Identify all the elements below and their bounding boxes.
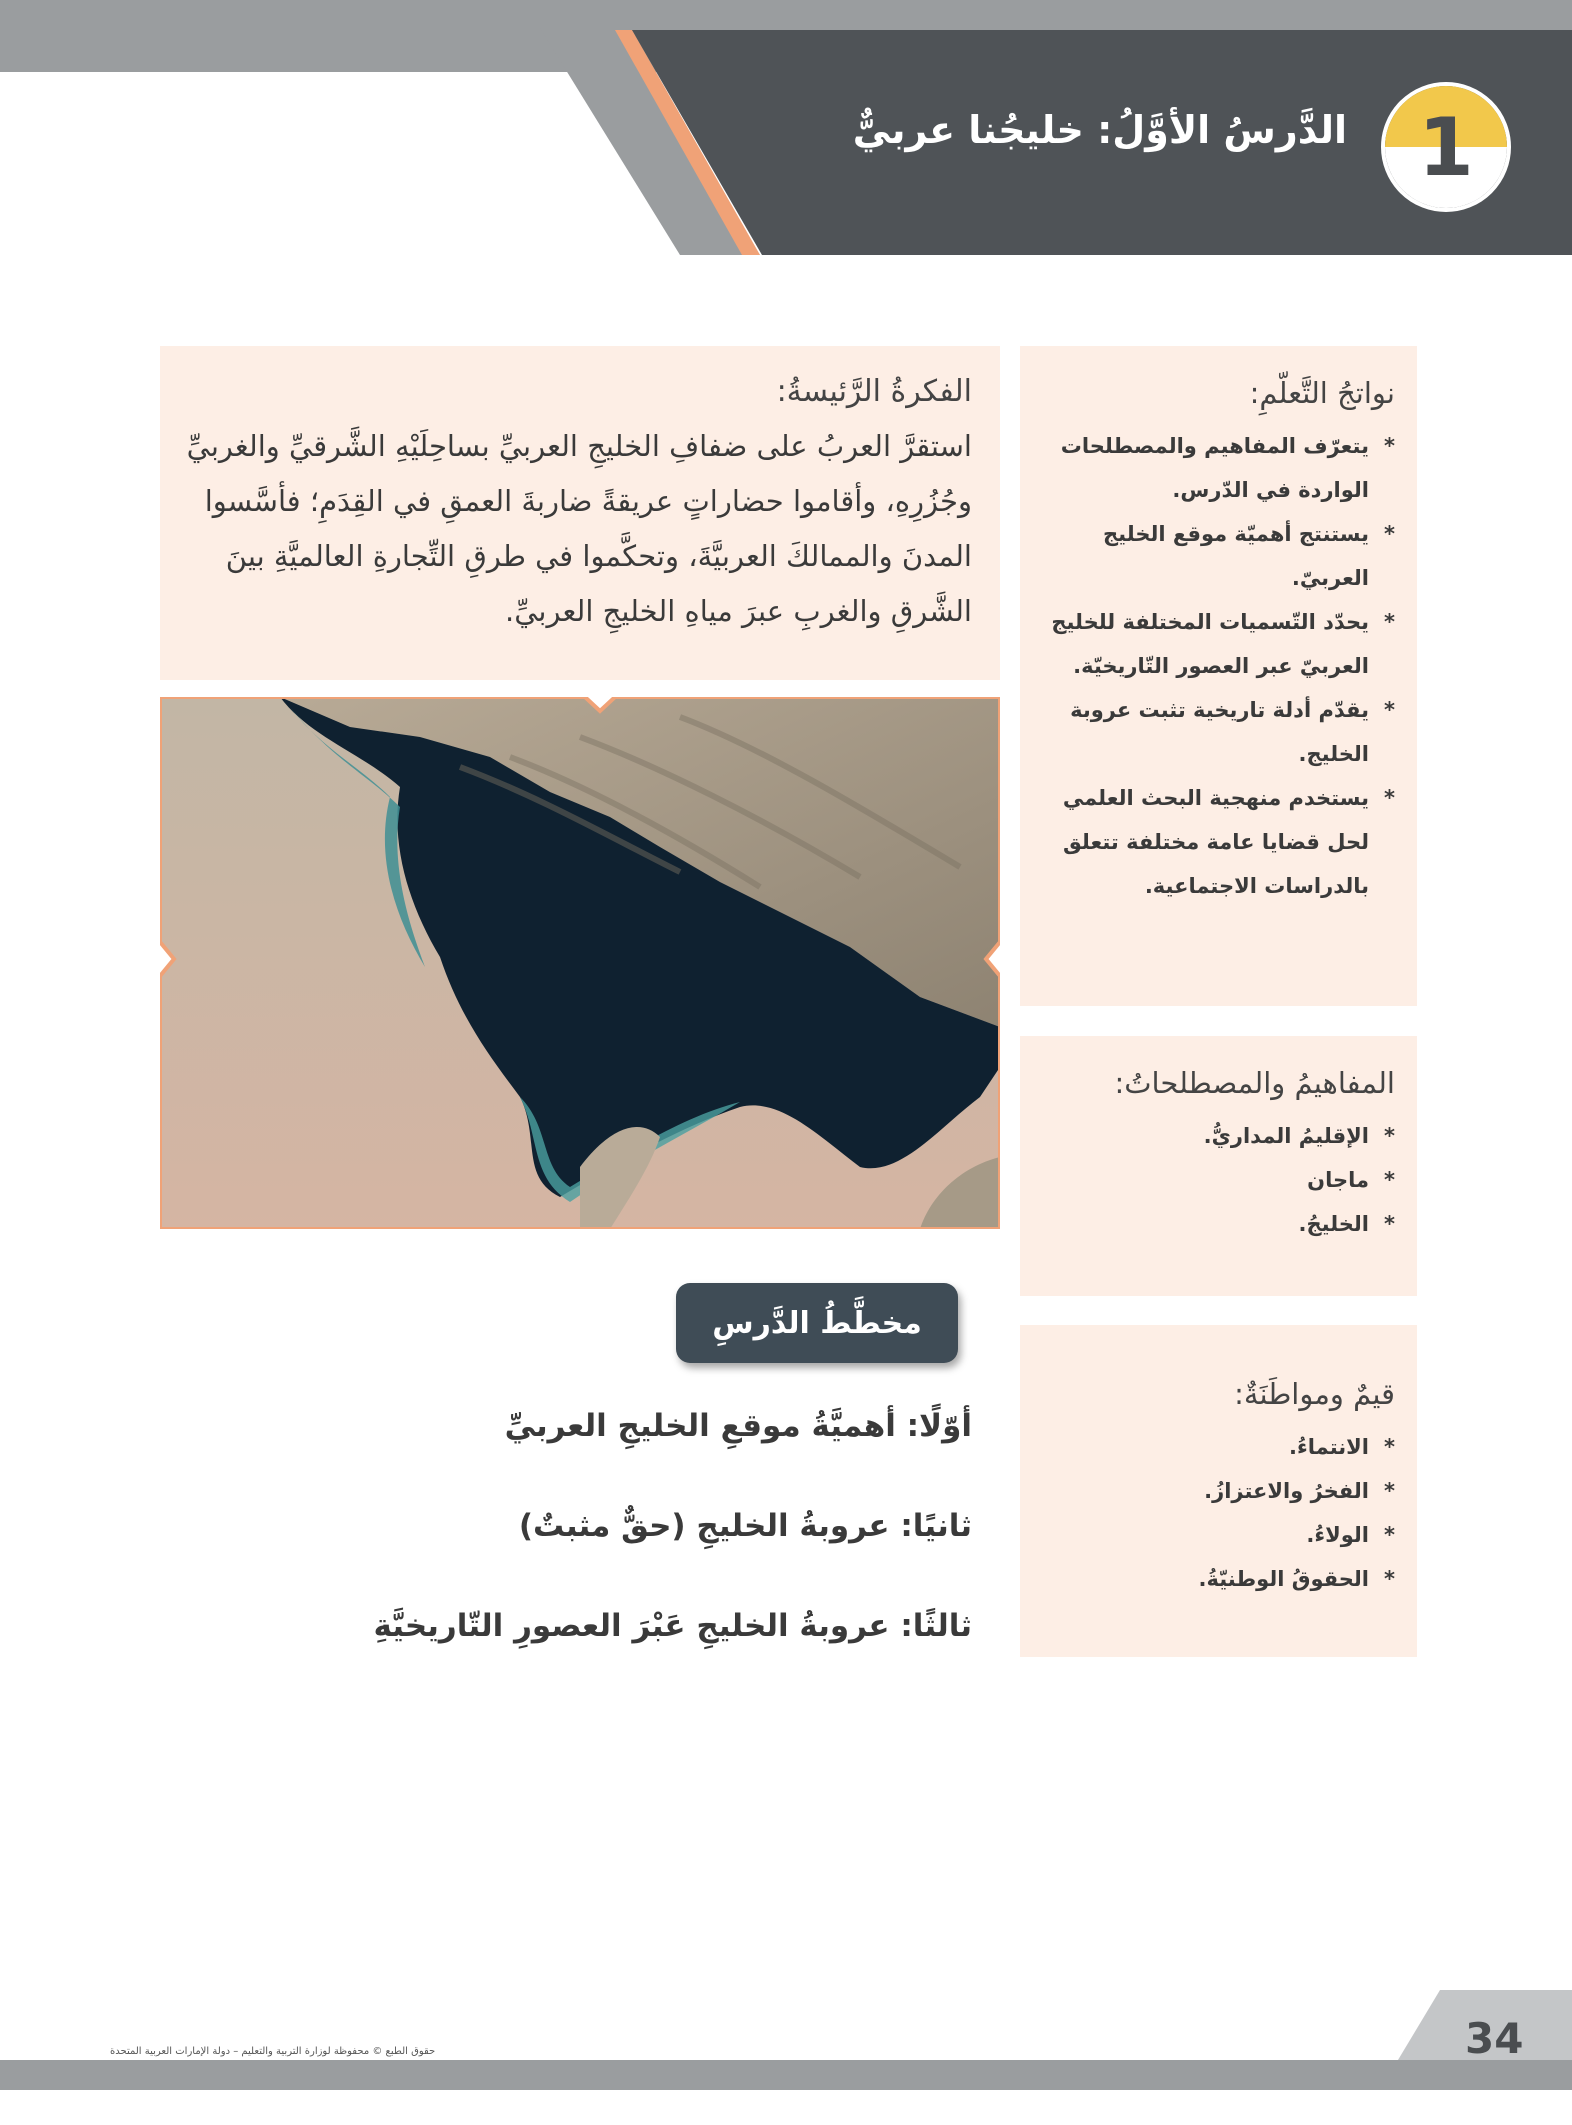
list-item: * الانتماءُ.: [1038, 1425, 1395, 1469]
gulf-satellite-image: [160, 697, 1000, 1229]
main-idea-text: استقرَّ العربُ على ضفافِ الخليجِ العربيِّ بساحِلَيْهِ الشَّرقيِّ والغربيِّ وجُزُرِهِ، وأقاموا حضاراتٍ عريقةً ضاربةَ العمقِ في القِدَمِ؛ فأسَّسوا المدنَ والممالكَ العربيَّةَ، وتحكَّموا في طرقِ التِّجارةِ العالميَّةِ بينَ الشَّرقِ والغربِ عبرَ مياهِ الخليجِ العربيِّ.: [186, 429, 972, 628]
list-item: * يستخدم منهجية البحث العلمي لحل قضايا عامة مختلفة تتعلق بالدراسات الاجتماعية.: [1038, 776, 1395, 908]
list-item: * الحقوقُ الوطنيّةُ.: [1038, 1557, 1395, 1601]
main-idea-box: [160, 346, 1000, 680]
plan-item-1: أوّلًا: أهميَّةُ موقعِ الخليجِ العربيِّ: [504, 1408, 972, 1444]
list-item: * يستنتج أهميّة موقع الخليج العربيّ.: [1038, 512, 1395, 600]
list-item: * الإقليمُ المداريُّ.: [1038, 1114, 1395, 1158]
page-number: 34: [1465, 2014, 1524, 2063]
concepts-box: [1020, 1036, 1417, 1296]
values-box: [1020, 1325, 1417, 1657]
list-item: * يتعرّف المفاهيم والمصطلحات الواردة في الدّرس.: [1038, 424, 1395, 512]
values-heading: قيمٌ ومواطَنَةٌ:: [1234, 1377, 1395, 1411]
list-item: * ماجان: [1038, 1158, 1395, 1202]
lesson-number-badge: [1381, 82, 1511, 212]
list-item: * الولاءُ.: [1038, 1513, 1395, 1557]
lesson-plan-title: مخطَّطُ الدَّرسِ: [676, 1283, 958, 1363]
plan-item-3: ثالثًا: عروبةُ الخليجِ عَبْرَ العصورِ التّاريخيَّةِ: [373, 1608, 972, 1644]
list-item: * الخليجُ.: [1038, 1202, 1395, 1246]
plan-item-2: ثانيًا: عروبةُ الخليجِ (حقٌّ مثبتٌ): [518, 1508, 972, 1544]
footer-band: [0, 2060, 1572, 2090]
values-list: [1038, 1425, 1395, 1601]
copyright-notice: حقوق الطبع © محفوظة لوزارة التربية والتعليم – دولة الإمارات العربية المتحدة: [110, 2046, 436, 2057]
learning-outcomes-list: [1038, 424, 1395, 908]
concepts-list: [1038, 1114, 1395, 1246]
learning-outcomes-box: [1020, 346, 1417, 1006]
lesson-title: الدَّرسُ الأوَّلُ: خليجُنا عربيٌّ: [852, 108, 1347, 152]
list-item: * يحدّد التّسميات المختلفة للخليج العربيّ عبر العصور التّاريخيّة.: [1038, 600, 1395, 688]
list-item: * يقدّم أدلة تاريخية تثبت عروبة الخليج.: [1038, 688, 1395, 776]
lesson-number: 1: [1418, 100, 1474, 194]
learning-outcomes-heading: نواتجُ التَّعلّمِ:: [1249, 376, 1395, 410]
main-idea-heading: الفكرةُ الرَّئيسةُ:: [776, 374, 972, 409]
concepts-heading: المفاهيمُ والمصطلحاتُ:: [1114, 1066, 1395, 1100]
list-item: * الفخرُ والاعتزازُ.: [1038, 1469, 1395, 1513]
